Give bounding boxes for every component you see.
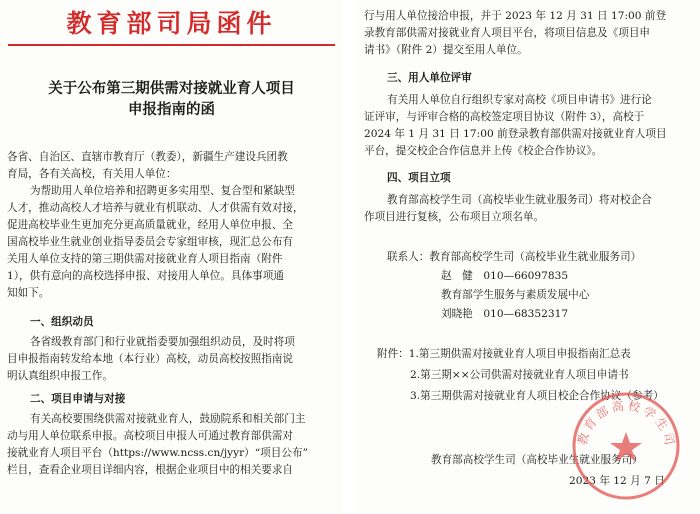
document-title-line-2: 申报指南的函 [128, 101, 215, 118]
letterhead-red-rule [8, 44, 335, 46]
right-text-line: 赵 健 010—66097835 [441, 270, 569, 282]
right-section-heading: 四、项目立项 [387, 172, 451, 184]
left-text-line: 知如下。 [7, 287, 50, 299]
left-text-line: 关用人单位支持的第三期供需对接就业育人项目指南（附件 [7, 253, 283, 265]
left-text-line: 促进高校毕业生更加充分更高质量就业，经用人单位申报、全 [7, 219, 294, 231]
document-title-line-1: 关于公布第三期供需对接就业育人项目 [48, 80, 295, 97]
right-text-line: 2024 年 1 月 31 日 17:00 前登录教育部供需对接就业育人项目 [364, 128, 667, 140]
right-section-heading: 三、用人单位评审 [387, 72, 472, 84]
right-text-line: 教育部学生服务与素质发展中心 [441, 289, 590, 301]
left-section-heading: 一、组织动员 [30, 316, 94, 328]
left-text-line: 各省、自治区、直辖市教育厅（教委），新疆生产建设兵团教 [7, 151, 288, 163]
left-text-line: 各省级教育部门和行业就指委要加强组织动员，及时将项 [30, 336, 295, 348]
right-text-line: 刘晓艳 010—68352317 [441, 308, 569, 320]
right-text-line: 录教育部供需对接就业育人项目平台，将项目信息及《项目申 [364, 27, 651, 39]
left-text-line: 动与用人单位联系申报。高校项目申报人可通过教育部供需对 [7, 430, 294, 442]
right-text-line: 联系人：教育部高校学生司（高校毕业生就业服务司） [387, 251, 642, 263]
left-text-line: 目申报指南转发给本地（本行业）高校，动员高校按照指南说 [7, 353, 294, 365]
left-text-line: 栏目，查看企业项目详细内容，根据企业项目中的相关要求自 [7, 464, 294, 476]
right-text-line: 作项目进行复核，公布项目立项名单。 [364, 211, 545, 223]
document-page-left [0, 0, 343, 514]
right-text-line: 2023 年 12 月 7 日 [569, 475, 665, 487]
left-text-line: 国高校毕业生就业创业指导委员会专家组审核，现汇总公布有 [7, 236, 294, 248]
official-seal-stamp [568, 388, 684, 504]
right-text-line: 教育部高校学生司（高校毕业生就业服务司） [431, 454, 643, 466]
right-text-line: 平台，提交校企合作信息并上传《校企合作协议》。 [364, 145, 603, 157]
right-text-line: 教育部高校学生司（高校毕业生就业服务司）将对校企合 [387, 194, 652, 206]
left-text-line: 明认真组织申报工作。 [7, 370, 113, 382]
left-text-line: 接就业育人项目平台（https://www.ncss.cn/jyyr）“项目公布” [7, 447, 308, 459]
right-text-line: 有关用人单位自行组织专家对高校《项目申请书》进行论 [387, 94, 652, 106]
seal-lettering: 教育部高校学生司 [574, 398, 678, 450]
right-text-line: 请书》（附件 2）提交至用人单位。 [364, 44, 528, 56]
page-gutter [343, 0, 357, 514]
right-text-line: 3.第三期供需对接就业育人项目校企合作协议（参考） [410, 390, 664, 402]
left-text-line: 1），供有意向的高校选择申报、对接用人单位。具体事项通 [7, 270, 284, 282]
right-text-line: 证评审，与评审合格的高校签定项目协议（附件 3），高校于 [364, 111, 645, 123]
left-section-heading: 二、项目申请与对接 [30, 393, 126, 405]
left-text-line: 有关高校要围绕供需对接就业育人，鼓励院系和相关部门主 [30, 413, 306, 425]
left-text-line: 为帮助用人单位培养和招聘更多实用型、复合型和紧缺型 [30, 185, 295, 197]
left-text-line: 育局，各有关高校，有关用人单位： [7, 168, 177, 180]
right-text-line: 行与用人单位接洽申报，并于 2023 年 12 月 31 日 17:00 前登 [364, 10, 667, 22]
left-text-line: 人才，推动高校人才培养与就业有机联动、人才供需有效对接， [7, 202, 304, 214]
right-text-line: 2.第三期××公司供需对接就业育人项目申请书 [410, 369, 629, 381]
right-text-line: 附件：1.第三期供需对接就业育人项目申报指南汇总表 [377, 348, 631, 360]
letterhead-title: 教育部司局函件 [66, 9, 277, 38]
